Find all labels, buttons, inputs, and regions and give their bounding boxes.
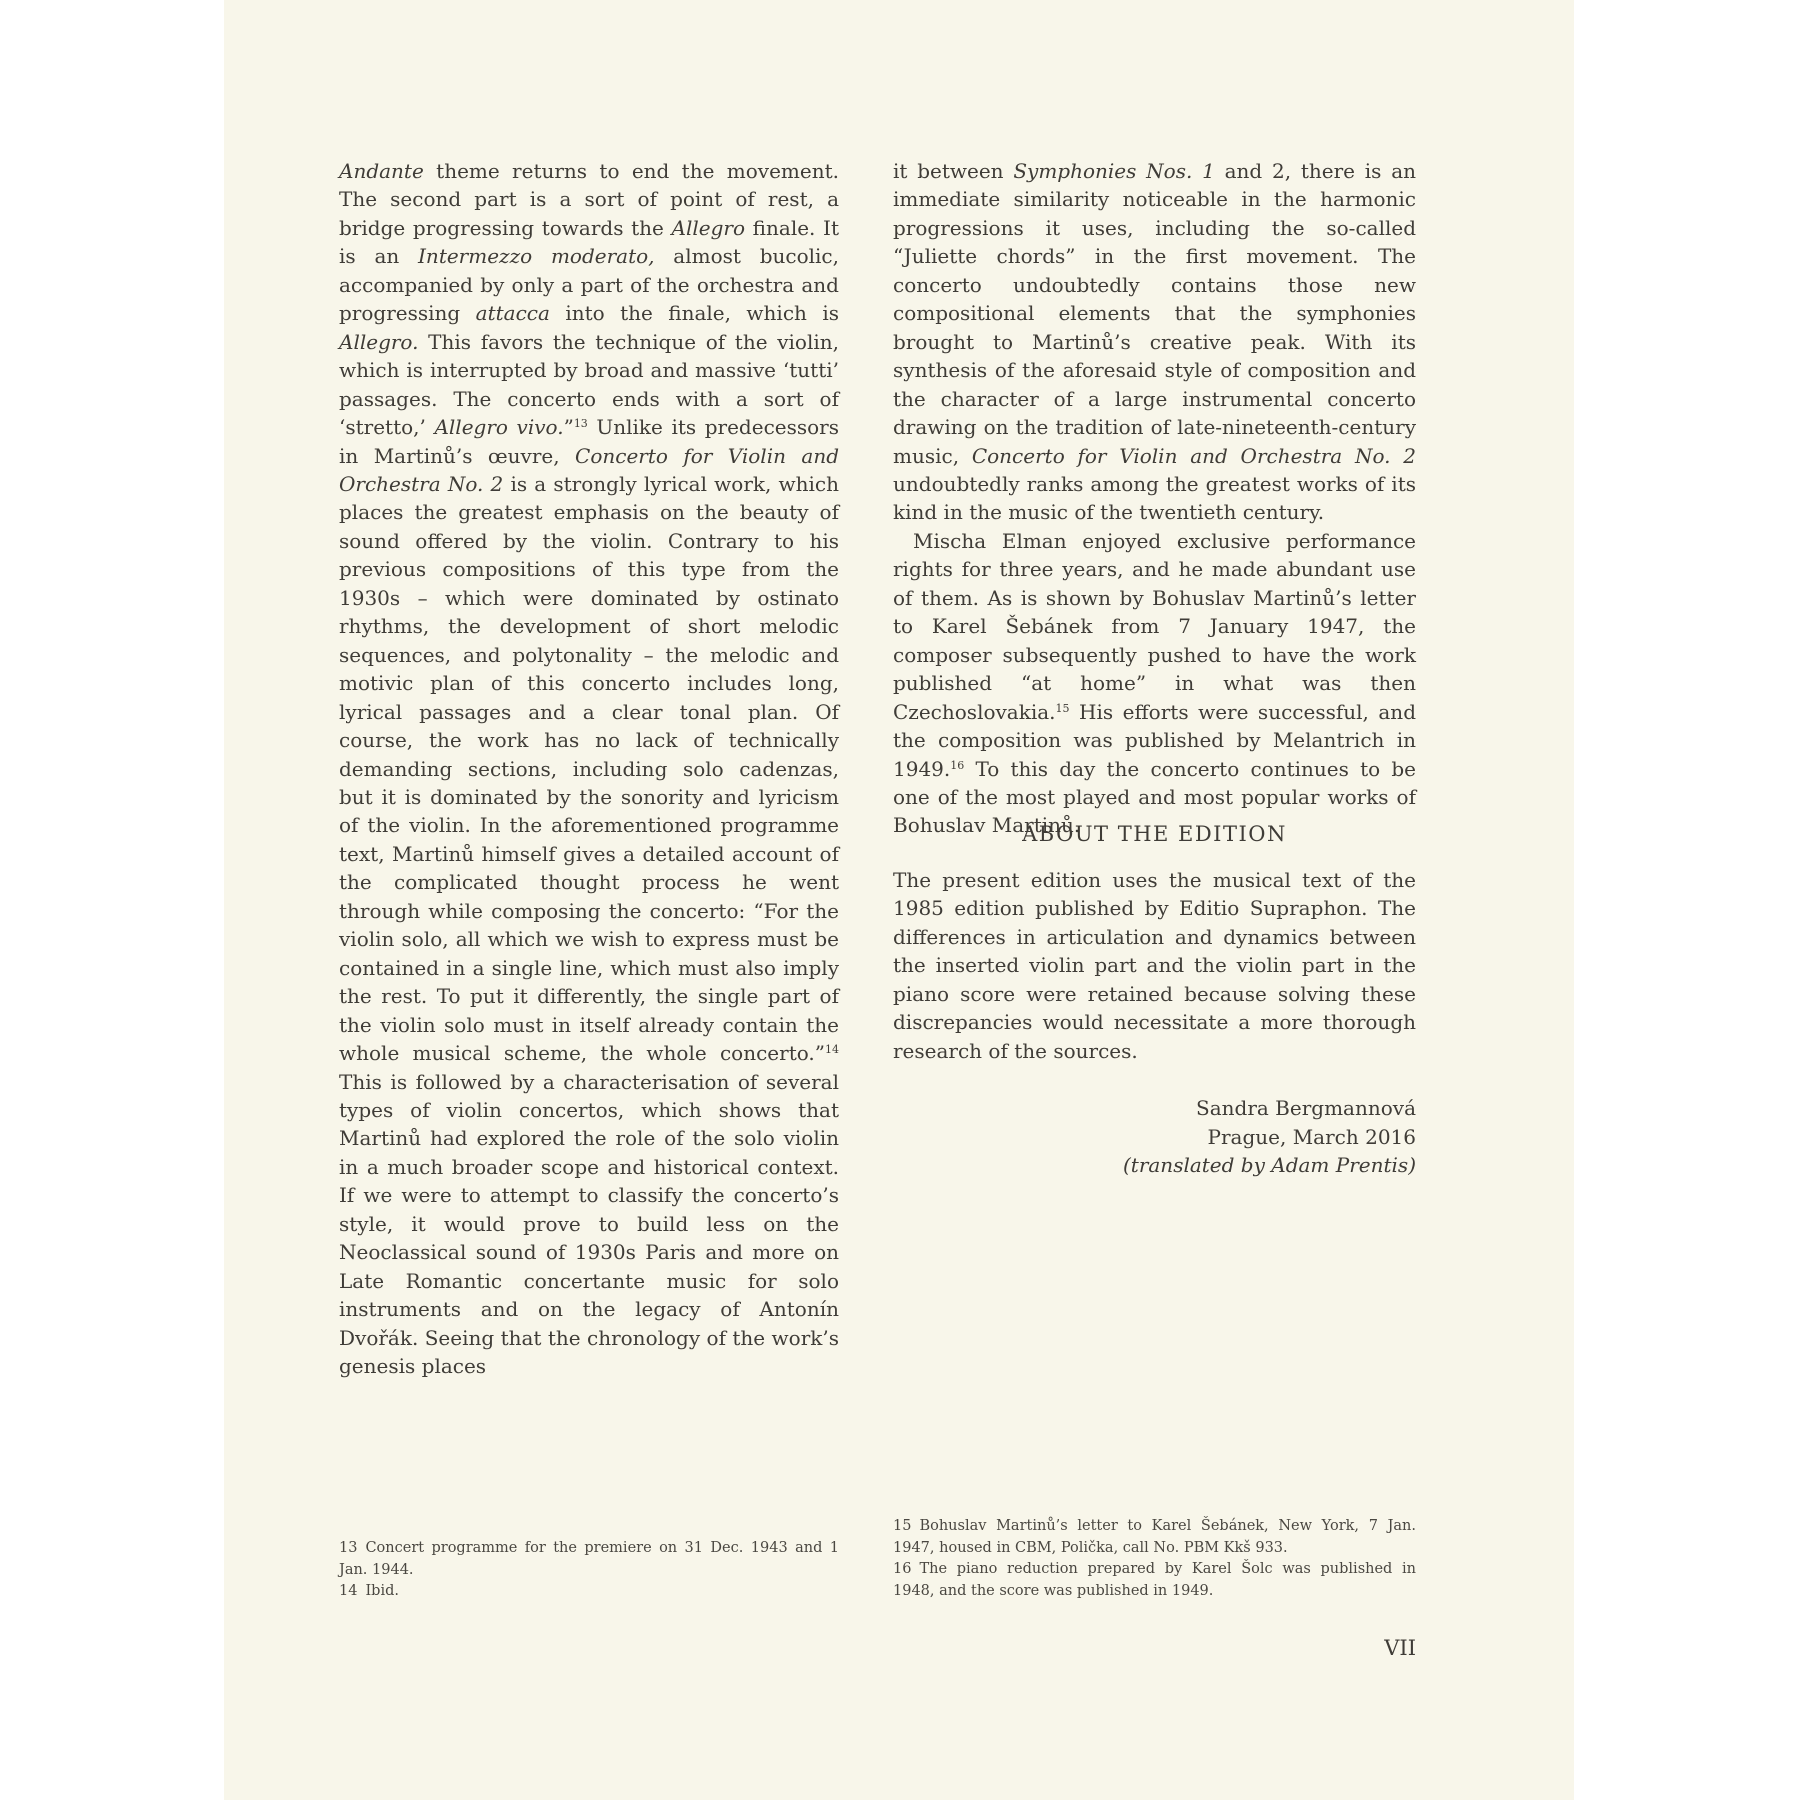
body-paragraph [339, 157, 839, 1380]
footnote [893, 1559, 1416, 1602]
footnotes-left [339, 1538, 839, 1603]
footnote-number: 14 [339, 1583, 358, 1599]
page-number: VII [1384, 1636, 1416, 1660]
footnote-number: 16 [893, 1561, 912, 1577]
text-run: it between [893, 159, 1014, 183]
footnote-reference: 13 [573, 417, 588, 431]
text-run: This is followed by a characterisation of several types of violin concertos, which shows that Martinů had explored the role of the solo violin in a much broader scope and historical context. If we were to attempt to classify the concerto’s style, it would prove to build less on the Neoclassical sound of 1930s Paris and more on Late Romantic concertante music for solo instruments and on the legacy of Antonín Dvořák. Seeing that the chronology of the work’s genesis places [339, 1069, 839, 1379]
footnote-text: The piano reduction prepared by Karel Šolc was published in 1948, and the score was published in 1949. [893, 1561, 1416, 1599]
signature-block [893, 1094, 1416, 1180]
text-run: His efforts were successful, and the composition was published by Melantrich in 1949. [893, 699, 1416, 781]
footnote-number: 13 [339, 1540, 358, 1556]
footnote [893, 1516, 1416, 1559]
text-run: To this day the concerto continues to be one of the most played and most popular works of Bohuslav Martinů. [893, 756, 1416, 838]
text-run: and 2, there is an immediate similarity noticeable in the harmonic progressions it uses, including the so-called “Juliette chords” in the first movement. The concerto undoubtedly contains those new compositional elements that the symphonies brought to Martinů’s creative peak. With its synthesis of the aforesaid style of composition and the character of a large instrumental concerto drawing on the tradition of late-nineteenth-century music, [893, 159, 1416, 468]
italic-text: Allegro. [339, 329, 419, 354]
footnote [339, 1538, 839, 1581]
section-heading: ABOUT THE EDITION [1022, 822, 1287, 846]
body-paragraph [893, 527, 1416, 840]
right-text-column [893, 157, 1416, 840]
italic-text: Allegro vivo. [434, 415, 564, 440]
text-run: almost bucolic, accompanied by only a part of the orchestra and progressing [339, 244, 839, 326]
text-run: undoubtedly ranks among the greatest works of its kind in the music of the twentieth century. [893, 471, 1416, 525]
footnote-text: Ibid. [365, 1583, 399, 1599]
footnotes-right [893, 1516, 1416, 1602]
text-run: theme returns to end the movement. The second part is a sort of point of rest, a bridge progressing towards the [339, 159, 839, 240]
footnote-text: Concert programme for the premiere on 31 Dec. 1943 and 1 Jan. 1944. [339, 1540, 839, 1578]
document-page [224, 0, 1574, 1800]
italic-text: attacca [475, 301, 550, 326]
translator-credit: (translated by Adam Prentis) [1122, 1153, 1416, 1177]
about-edition-text: The present edition uses the musical text of the 1985 edition published by Editio Supraphon. The differences in articulation and dynamics between the inserted violin part and the violin part in the piano score were retained because solving these discrepancies would necessitate a more thorough research of the sources. [893, 868, 1416, 1063]
italic-text: Intermezzo moderato, [418, 244, 655, 269]
text-run: into the finale, which is [549, 301, 839, 326]
footnote-reference: 14 [825, 1043, 839, 1057]
text-run: is a strongly lyrical work, which places the greatest emphasis on the beauty of sound offered by the violin. Contrary to his previous compositions of this type from the 1930s – which were dominated by ostinato rhythms, the development of short melodic sequences, and polytonality – the melodic and motivic plan of this concerto includes long, lyrical passages and a clear tonal plan. Of course, the work has no lack of technically demanding sections, including solo cadenzas, but it is dominated by the sonority and lyricism of the violin. In the aforementioned programme text, Martinů himself gives a detailed account of the complicated thought process he went through while composing the concerto: “For the violin solo, all which we wish to express must be contained in a single line, which must also imply the rest. To put it differently, the single part of the violin solo must in itself already contain the whole musical scheme, the whole concerto.” [339, 471, 840, 1066]
author-name: Sandra Bergmannová [1196, 1096, 1416, 1120]
text-run: This favors the technique of the violin, which is interrupted by broad and massive ‘tutti’ passages. The concerto ends with a sort of ‘stretto,’ [339, 329, 839, 440]
footnote-text: Bohuslav Martinů’s letter to Karel Šebánek, New York, 7 Jan. 1947, housed in CBM, Polička, call No. PBM Kkš 933. [893, 1518, 1416, 1556]
footnote [339, 1581, 839, 1603]
body-paragraph [893, 157, 1416, 527]
text-run: ” [563, 415, 574, 440]
footnote-reference: 15 [1055, 701, 1070, 715]
text-run: Mischa Elman enjoyed exclusive performance rights for three years, and he made abundant use of them. As is shown by Bohuslav Martinů’s letter to Karel Šebánek from 7 January 1947, the composer subsequently pushed to have the work published “at home” in what was then Czechoslovakia. [893, 528, 1416, 724]
footnote-reference: 16 [950, 758, 965, 772]
footnote-number: 15 [893, 1518, 912, 1534]
italic-text: Andante [339, 159, 424, 183]
text-run: Unlike its predecessors in Martinů’s œuvre, [339, 415, 839, 468]
place-date: Prague, March 2016 [1207, 1124, 1416, 1149]
left-text-column [339, 157, 839, 1380]
italic-text: Concerto for Violin and Orchestra No. 2 [339, 443, 839, 496]
italic-text: Symphonies Nos. 1 [1013, 159, 1215, 183]
text-run: finale. It is an [339, 215, 839, 269]
italic-text: Concerto for Violin and Orchestra No. 2 [971, 443, 1417, 468]
italic-text: Allegro [671, 215, 746, 240]
